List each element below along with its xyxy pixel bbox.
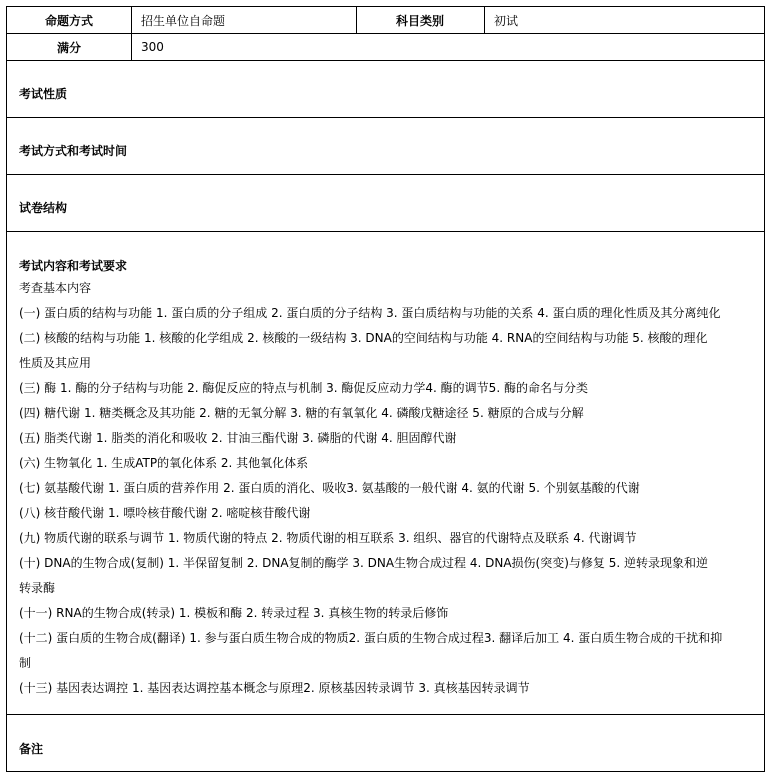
content-line: (一) 蛋白质的结构与功能 1. 蛋白质的分子组成 2. 蛋白质的分子结构 3. 蛋白质结构与功能的关系 4. 蛋白质的理化性质及其分离纯化: [19, 306, 721, 320]
exam-method-value: 招生单位自命题: [141, 13, 226, 28]
content-body: [19, 276, 754, 701]
content-line: (六) 生物氧化 1. 生成ATP的氧化体系 2. 其他氧化体系: [19, 456, 309, 470]
content-line: (十一) RNA的生物合成(转录) 1. 模板和酶 2. 转录过程 3. 真核生物的转录后修饰: [19, 606, 449, 620]
content-line: (二) 核酸的结构与功能 1. 核酸的化学组成 2. 核酸的一级结构 3. DNA的空间结构与功能 4. RNA的空间结构与功能 5. 核酸的理化: [19, 331, 708, 345]
section-content-requirements: [7, 232, 764, 715]
subject-category-label: 科目类别: [395, 13, 444, 28]
header-row-2: [7, 34, 764, 61]
content-line: 性质及其应用: [19, 356, 92, 370]
section-exam-nature: [7, 61, 764, 118]
content-line: (五) 脂类代谢 1. 脂类的消化和吸收 2. 甘油三酯代谢 3. 磷脂的代谢 4. 胆固醇代谢: [19, 431, 457, 445]
exam-nature-title: 考试性质: [19, 87, 68, 101]
exam-outline-table: [6, 6, 765, 772]
content-line: (七) 氨基酸代谢 1. 蛋白质的营养作用 2. 蛋白质的消化、吸收3. 氨基酸的一般代谢 4. 氨的代谢 5. 个别氨基酸的代谢: [19, 481, 640, 495]
full-score-value: 300: [141, 40, 164, 54]
content-line: (十三) 基因表达调控 1. 基因表达调控基本概念与原理2. 原核基因转录调节 3. 真核基因转录调节: [19, 681, 530, 695]
content-line: (九) 物质代谢的联系与调节 1. 物质代谢的特点 2. 物质代谢的相互联系 3. 组织、器官的代谢特点及联系 4. 代谢调节: [19, 531, 637, 545]
content-line: (三) 酶 1. 酶的分子结构与功能 2. 酶促反应的特点与机制 3. 酶促反应动力学4. 酶的调节5. 酶的命名与分类: [19, 381, 588, 395]
exam-method-label: 命题方式: [44, 13, 93, 28]
content-line: (十) DNA的生物合成(复制) 1. 半保留复制 2. DNA复制的酶学 3. DNA生物合成过程 4. DNA损伤(突变)与修复 5. 逆转录现象和逆: [19, 556, 709, 570]
paper-structure-title: 试卷结构: [19, 201, 68, 215]
remarks-title: 备注: [19, 742, 44, 756]
header-row-1: [7, 7, 764, 34]
subject-category-value: 初试: [494, 13, 519, 28]
content-line: (十二) 蛋白质的生物合成(翻译) 1. 参与蛋白质生物合成的物质2. 蛋白质的生物合成过程3. 翻译后加工 4. 蛋白质生物合成的干扰和抑: [19, 631, 723, 645]
content-line: 转录酶: [19, 581, 56, 595]
content-line: 制: [19, 656, 32, 670]
content-line: 考查基本内容: [19, 281, 92, 295]
section-method-time: [7, 118, 764, 175]
content-line: (四) 糖代谢 1. 糖类概念及其功能 2. 糖的无氧分解 3. 糖的有氧氧化 4. 磷酸戊糖途径 5. 糖原的合成与分解: [19, 406, 584, 420]
method-time-title: 考试方式和考试时间: [19, 144, 128, 158]
content-line: (八) 核苷酸代谢 1. 嘌呤核苷酸代谢 2. 嘧啶核苷酸代谢: [19, 506, 311, 520]
full-score-label: 满分: [56, 40, 81, 55]
section-remarks: [7, 715, 764, 771]
section-paper-structure: [7, 175, 764, 232]
content-requirements-title: 考试内容和考试要求: [19, 259, 128, 273]
